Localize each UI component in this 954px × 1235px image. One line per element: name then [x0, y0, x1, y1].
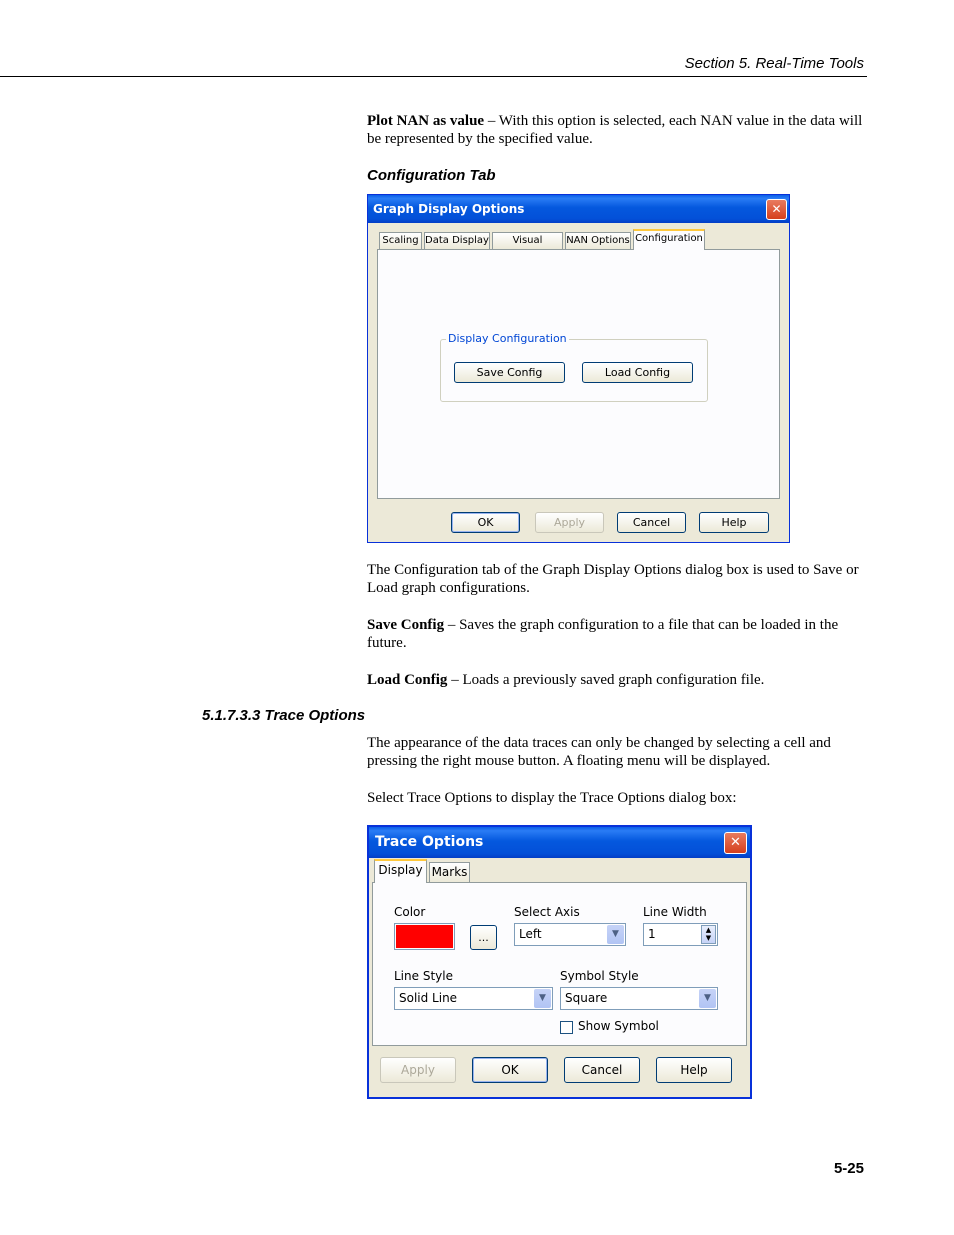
line-style-dropdown[interactable]	[394, 987, 553, 1010]
tab-marks[interactable]: Marks	[429, 862, 470, 882]
load-config-paragraph	[367, 671, 867, 689]
apply-button[interactable]: Apply	[535, 512, 604, 533]
plot-nan-paragraph	[367, 112, 867, 148]
color-browse-button[interactable]: ...	[470, 925, 497, 950]
select-axis-value: Left	[519, 927, 542, 941]
color-swatch-fill	[396, 925, 453, 948]
close-icon[interactable]: ✕	[766, 199, 787, 220]
show-symbol-checkbox[interactable]	[560, 1021, 573, 1034]
page-number: 5-25	[833, 1160, 864, 1177]
tab-nan-options[interactable]: NAN Options	[565, 232, 631, 249]
close-icon[interactable]: ✕	[724, 832, 747, 854]
save-config-text: – Saves the graph configuration to a file that can be loaded in the future.	[367, 617, 839, 651]
line-width-spinner[interactable]	[643, 923, 718, 946]
display-configuration-label: Display Configuration	[448, 332, 567, 345]
line-width-label: Line Width	[643, 905, 707, 919]
help-button[interactable]: Help	[656, 1057, 732, 1083]
graph-dialog-titlebar	[368, 195, 789, 223]
color-swatch[interactable]	[394, 923, 455, 950]
tab-configuration[interactable]: Configuration	[633, 229, 705, 250]
symbol-style-value: Square	[565, 991, 608, 1005]
line-width-value: 1	[648, 927, 656, 941]
help-button[interactable]: Help	[699, 512, 769, 533]
trace-dialog-title: Trace Options	[375, 834, 484, 850]
config-description: The Configuration tab of the Graph Display Options dialog box is used to Save or Load graph configurations.	[367, 562, 859, 596]
graph-display-options-dialog	[367, 194, 790, 543]
trace-paragraph-1: The appearance of the data traces can only be changed by selecting a cell and pressing the right mouse button. A floating menu will be displayed.	[367, 735, 831, 769]
ok-button[interactable]: OK	[451, 512, 520, 533]
show-symbol-label: Show Symbol	[578, 1019, 659, 1033]
load-config-term: Load Config	[367, 672, 448, 688]
configuration-panel	[377, 249, 780, 499]
symbol-style-label: Symbol Style	[560, 969, 639, 983]
header-rule	[0, 76, 867, 77]
chevron-down-icon[interactable]: ▼	[534, 989, 551, 1008]
chevron-down-icon[interactable]: ▼	[699, 989, 716, 1008]
trace-paragraph-2: Select Trace Options to display the Trace Options dialog box:	[367, 790, 737, 806]
section-header: Section 5. Real-Time Tools	[684, 55, 864, 72]
cancel-button[interactable]: Cancel	[617, 512, 686, 533]
graph-dialog-title: Graph Display Options	[373, 202, 525, 216]
symbol-style-dropdown[interactable]	[560, 987, 718, 1010]
trace-options-dialog	[367, 825, 752, 1099]
plot-nan-term: Plot NAN as value	[367, 113, 485, 129]
select-axis-label: Select Axis	[514, 905, 580, 919]
display-configuration-group	[440, 332, 708, 402]
save-config-paragraph	[367, 616, 867, 652]
save-config-button[interactable]: Save Config	[454, 362, 565, 383]
select-axis-dropdown[interactable]	[514, 923, 626, 946]
tab-visual-display[interactable]: Visual	[492, 232, 563, 249]
apply-button[interactable]: Apply	[380, 1057, 456, 1083]
load-config-text: – Loads a previously saved graph configuration file.	[447, 672, 765, 688]
config-tab-heading: Configuration Tab	[367, 167, 496, 184]
line-style-value: Solid Line	[399, 991, 458, 1005]
cancel-button[interactable]: Cancel	[564, 1057, 640, 1083]
save-config-term: Save Config	[367, 617, 445, 633]
tab-data-display[interactable]: Data Display	[424, 232, 490, 249]
trace-dialog-titlebar	[369, 827, 750, 858]
spinner-arrows-icon[interactable]: ▲ ▼	[701, 925, 716, 944]
line-style-label: Line Style	[394, 969, 453, 983]
trace-options-heading: 5.1.7.3.3 Trace Options	[202, 707, 366, 724]
ok-button[interactable]: OK	[472, 1057, 548, 1083]
load-config-button[interactable]: Load Config	[582, 362, 693, 383]
display-panel	[372, 882, 747, 1046]
color-label: Color	[394, 905, 426, 919]
chevron-down-icon[interactable]: ▼	[607, 925, 624, 944]
plot-nan-text: – With this option is selected, each NAN value in the data will be represented by the specified value.	[367, 113, 863, 147]
tab-scaling[interactable]: Scaling	[379, 232, 422, 249]
tab-display[interactable]: Display	[374, 859, 427, 883]
